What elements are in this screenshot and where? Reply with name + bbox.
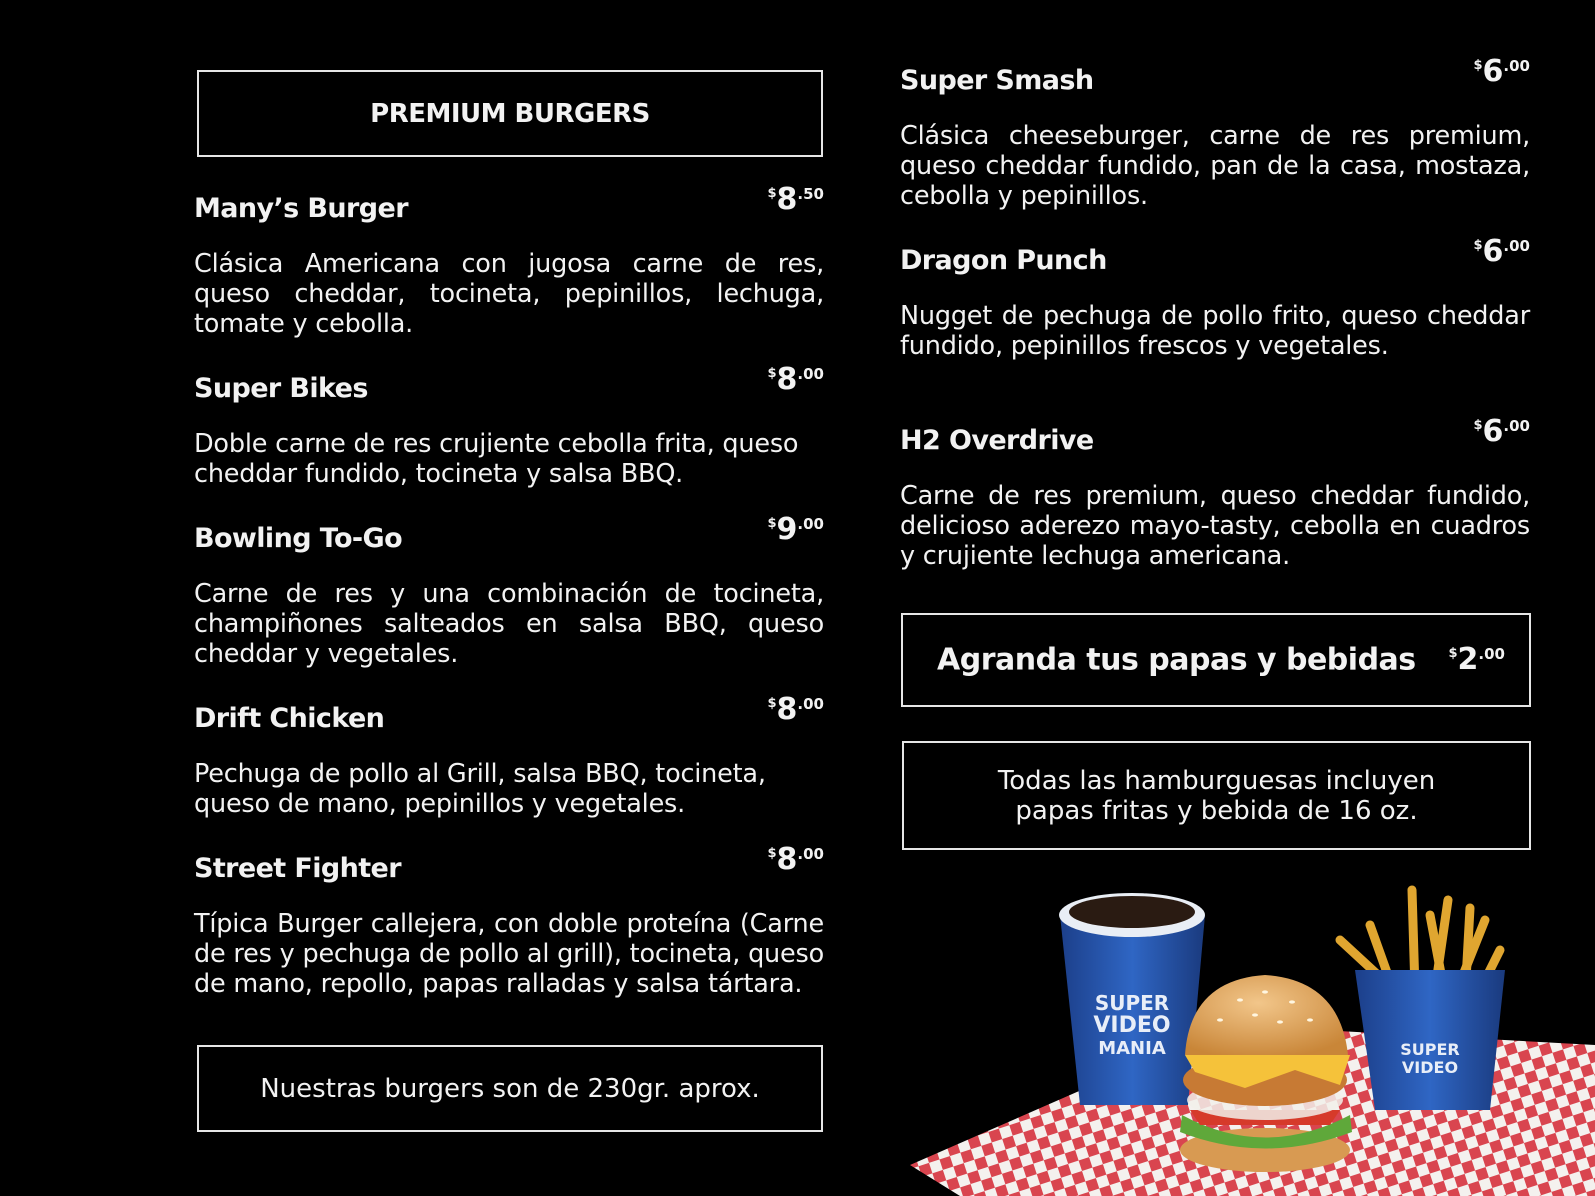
item-price: $8.00: [767, 842, 824, 877]
item-description: Pechuga de pollo al Grill, salsa BBQ, tocineta, queso de mano, pepinillos y vegetales.: [194, 759, 766, 819]
item-description: Nugget de pechuga de pollo frito, queso cheddar fundido, pepinillos frescos y vegetales.: [900, 301, 1530, 361]
includes-note-line1: Todas las hamburguesas incluyen: [997, 765, 1436, 796]
upsell-price: $2.00: [1448, 642, 1505, 677]
upsell-box: [901, 613, 1531, 707]
item-description: Doble carne de res crujiente cebolla frita, queso cheddar fundido, tocineta y salsa BBQ.: [194, 429, 799, 489]
item-name: Super Smash: [900, 65, 1094, 96]
item-name: Many’s Burger: [194, 193, 408, 224]
item-description: Carne de res premium, queso cheddar fundido, delicioso aderezo mayo-tasty, cebolla en cuadros y crujiente lechuga americana.: [900, 481, 1530, 571]
item-price: $6.00: [1473, 414, 1530, 449]
item-price: $8.00: [767, 692, 824, 727]
drink-cup-icon: [1059, 893, 1205, 1105]
item-description: Típica Burger callejera, con doble proteína (Carne de res y pechuga de pollo al grill), tocineta, queso de mano, repollo, papas ralladas y salsa tártara.: [194, 909, 824, 999]
combo-photo: [900, 860, 1595, 1196]
item-price: $8.00: [767, 362, 824, 397]
item-name: Dragon Punch: [900, 245, 1107, 276]
includes-note-line2: papas fritas y bebida de 16 oz.: [1015, 795, 1418, 826]
svg-text:VIDEO: VIDEO: [1093, 1013, 1171, 1038]
item-price: $6.00: [1473, 54, 1530, 89]
svg-text:MANIA: MANIA: [1098, 1038, 1166, 1059]
svg-text:SUPER: SUPER: [1400, 1040, 1460, 1059]
item-name: Street Fighter: [194, 853, 401, 884]
item-price: $6.00: [1473, 234, 1530, 269]
weight-note: Nuestras burgers son de 230gr. aprox.: [260, 1073, 760, 1104]
item-name: Drift Chicken: [194, 703, 385, 734]
svg-text:SUPER: SUPER: [1094, 991, 1170, 1015]
item-name: H2 Overdrive: [900, 425, 1094, 456]
item-name: Bowling To-Go: [194, 523, 403, 554]
item-description: Clásica Americana con jugosa carne de res, queso cheddar, tocineta, pepinillos, lechuga, tomate y cebolla.: [194, 249, 824, 339]
svg-text:VIDEO: VIDEO: [1401, 1058, 1459, 1077]
section-title: PREMIUM BURGERS: [370, 98, 650, 129]
item-price: $9.00: [767, 512, 824, 547]
upsell-label: Agranda tus papas y bebidas: [937, 642, 1416, 678]
item-description: Carne de res y una combinación de tocineta, champiñones salteados en salsa BBQ, queso cheddar y vegetales.: [194, 579, 824, 669]
section-title-box: [197, 70, 823, 157]
weight-note-box: [197, 1045, 823, 1132]
item-price: $8.50: [767, 182, 824, 217]
item-name: Super Bikes: [194, 373, 368, 404]
includes-note-box: [902, 741, 1531, 850]
item-description: Clásica cheeseburger, carne de res premium, queso cheddar fundido, pan de la casa, mostaza, cebolla y pepinillos.: [900, 121, 1530, 211]
burger-icon: [1180, 975, 1352, 1172]
